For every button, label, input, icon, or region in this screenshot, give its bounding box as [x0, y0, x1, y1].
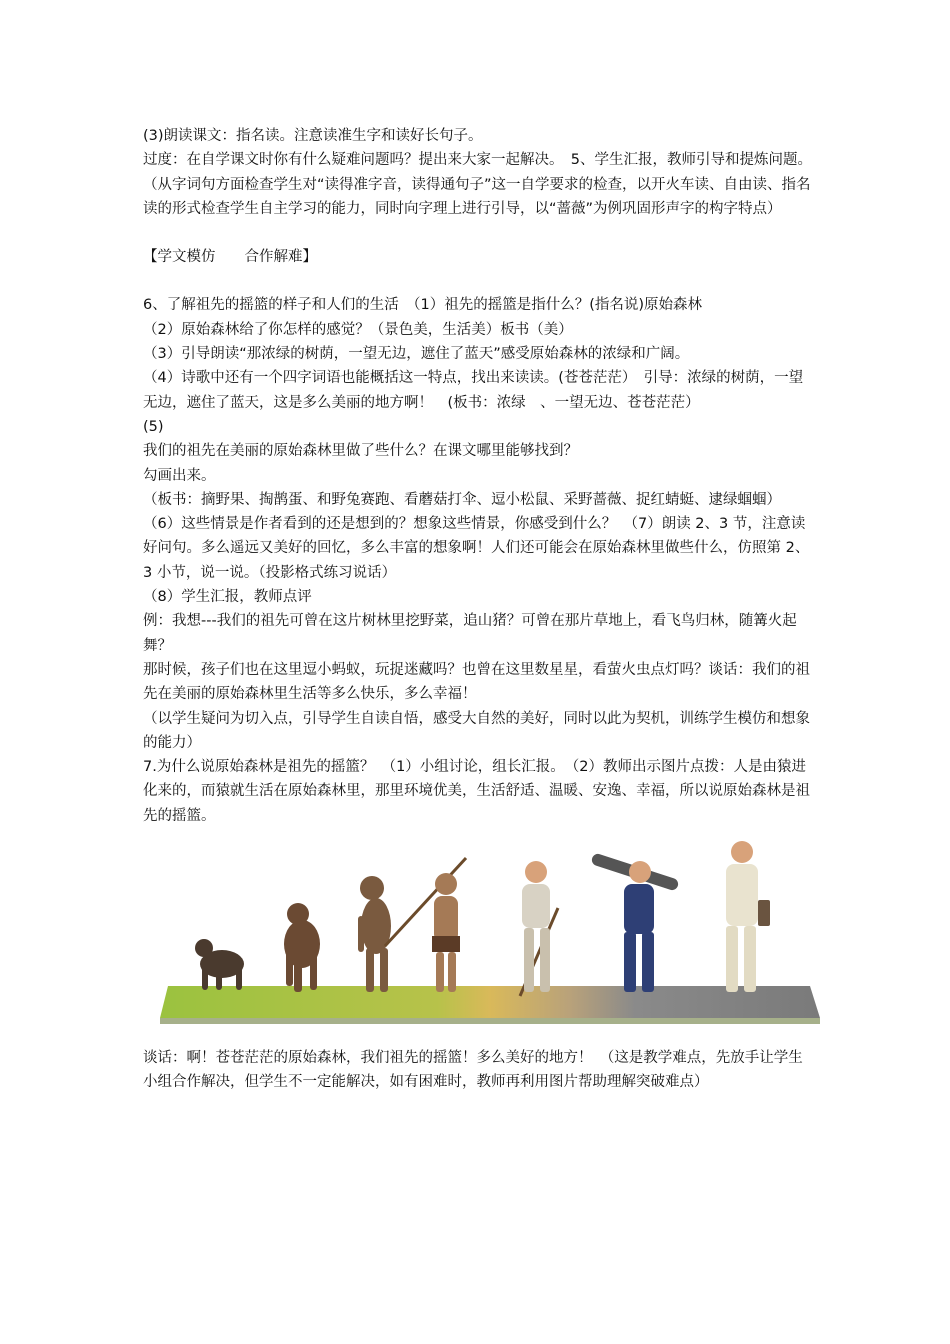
paragraph-note-imitation: （以学生疑问为切入点，引导学生自读自悟，感受大自然的美好，同时以此为契机，训练学生模仿和想象的能力） — [143, 710, 810, 751]
evolution-image — [160, 836, 830, 1036]
ground-strip — [160, 986, 820, 1018]
ground-edge — [160, 1018, 820, 1024]
paragraph-item-6-5-question: 我们的祖先在美丽的原始森林里做了些什么？在课文哪里能够找到？ — [143, 443, 578, 460]
paragraph-reading: (3)朗读课文：指名读。注意读准生字和读好长句子。 — [143, 128, 483, 144]
paragraph-example: 例：我想---我们的祖先可曾在这片树林里挖野菜，追山猪？可曾在那片草地上，看飞鸟归林，随篝火起舞？ — [143, 613, 797, 654]
evolution-illustration — [160, 836, 830, 1036]
document-page — [143, 124, 813, 1095]
paragraph-item-6-6: （6）这些情景是作者看到的还是想到的？想象这些情景，你感受到什么？ （7）朗读 2、3 节，注意读好问句。多么遥远又美好的回忆，多么丰富的想象啊！人们还可能会在原始森林里做些什么，仿照第 2、3 小节，说一说。（投影格式练习说话） — [143, 516, 810, 581]
paragraph-item-6-3: （3）引导朗读“那浓绿的树荫，一望无边，遮住了蓝天”感受原始森林的浓绿和广阔。 — [143, 346, 690, 363]
paragraph-conclusion: 谈话：啊！苍苍茫茫的原始森林，我们祖先的摇篮！多么美好的地方！ （这是教学难点，先放手让学生小组合作解决，但学生不一定能解决，如有困难时，教师再利用图片帮助理解突破难点） — [143, 1050, 803, 1091]
primate-figure-3 — [358, 876, 391, 992]
primate-figure-2 — [284, 903, 320, 992]
paragraph-transition: 过度：在自学课文时你有什么疑难问题吗？提出来大家一起解决。 5、学生汇报，教师引导和提炼问题。 — [143, 152, 812, 169]
paragraph-item-6-8: （8）学生汇报，教师点评 — [143, 589, 312, 606]
section-heading: 【学文模仿 合作解难】 — [143, 249, 317, 266]
paragraph-example-cont: 那时候，孩子们也在这里逗小蚂蚁，玩捉迷藏吗？也曾在这里数星星，看萤火虫点灯吗？谈话：我们的祖先在美丽的原始森林里生活等多么快乐，多么幸福！ — [143, 661, 810, 703]
paragraph-item-6-5-instruction: 勾画出来。 — [143, 467, 216, 484]
paragraph-item-6: 6、了解祖先的摇篮的样子和人们的生活 （1）祖先的摇篮是指什么？(指名说)原始森林 — [143, 297, 703, 314]
primate-figure-1 — [195, 939, 244, 990]
paragraph-item-6-4: （4）诗歌中还有一个四字词语也能概括这一特点，找出来读读。(苍苍茫茫） 引导：浓绿的树荫，一望无边，遮住了蓝天，这是多么美丽的地方啊！ (板书：浓绿 、一望无边、苍苍茫茫） — [143, 370, 804, 411]
paragraph-item-6-5-label: (5) — [143, 418, 164, 435]
paragraph-board-notes: （板书：摘野果、掏鹊蛋、和野兔赛跑、看蘑菇打伞、逗小松鼠、采野蔷薇、捉红蜻蜓、逮绿蝈蝈） — [143, 491, 781, 508]
paragraph-note-check: （从字词句方面检查学生对“读得准字音，读得通句子”这一自学要求的检查，以开火车读、自由读、指名读的形式检查学生自主学习的能力，同时向字理上进行引导，以“蔷薇”为例巩固形声字的构字特点） — [143, 176, 811, 217]
human-figure-5 — [520, 861, 558, 996]
primate-figure-4 — [385, 858, 466, 992]
human-figure-6 — [590, 852, 679, 992]
paragraph-item-7: 7.为什么说原始森林是祖先的摇篮？ （1）小组讨论，组长汇报。 （2）教师出示图片点拨：人是由猿进化来的，而猿就生活在原始森林里，那里环境优美，生活舒适、温暖、安逸、幸福，所以说原始森林是祖先的摇篮。 — [143, 759, 810, 824]
paragraph-item-6-2: （2）原始森林给了你怎样的感觉？（景色美，生活美）板书（美） — [143, 321, 573, 338]
human-figure-7 — [726, 841, 770, 992]
